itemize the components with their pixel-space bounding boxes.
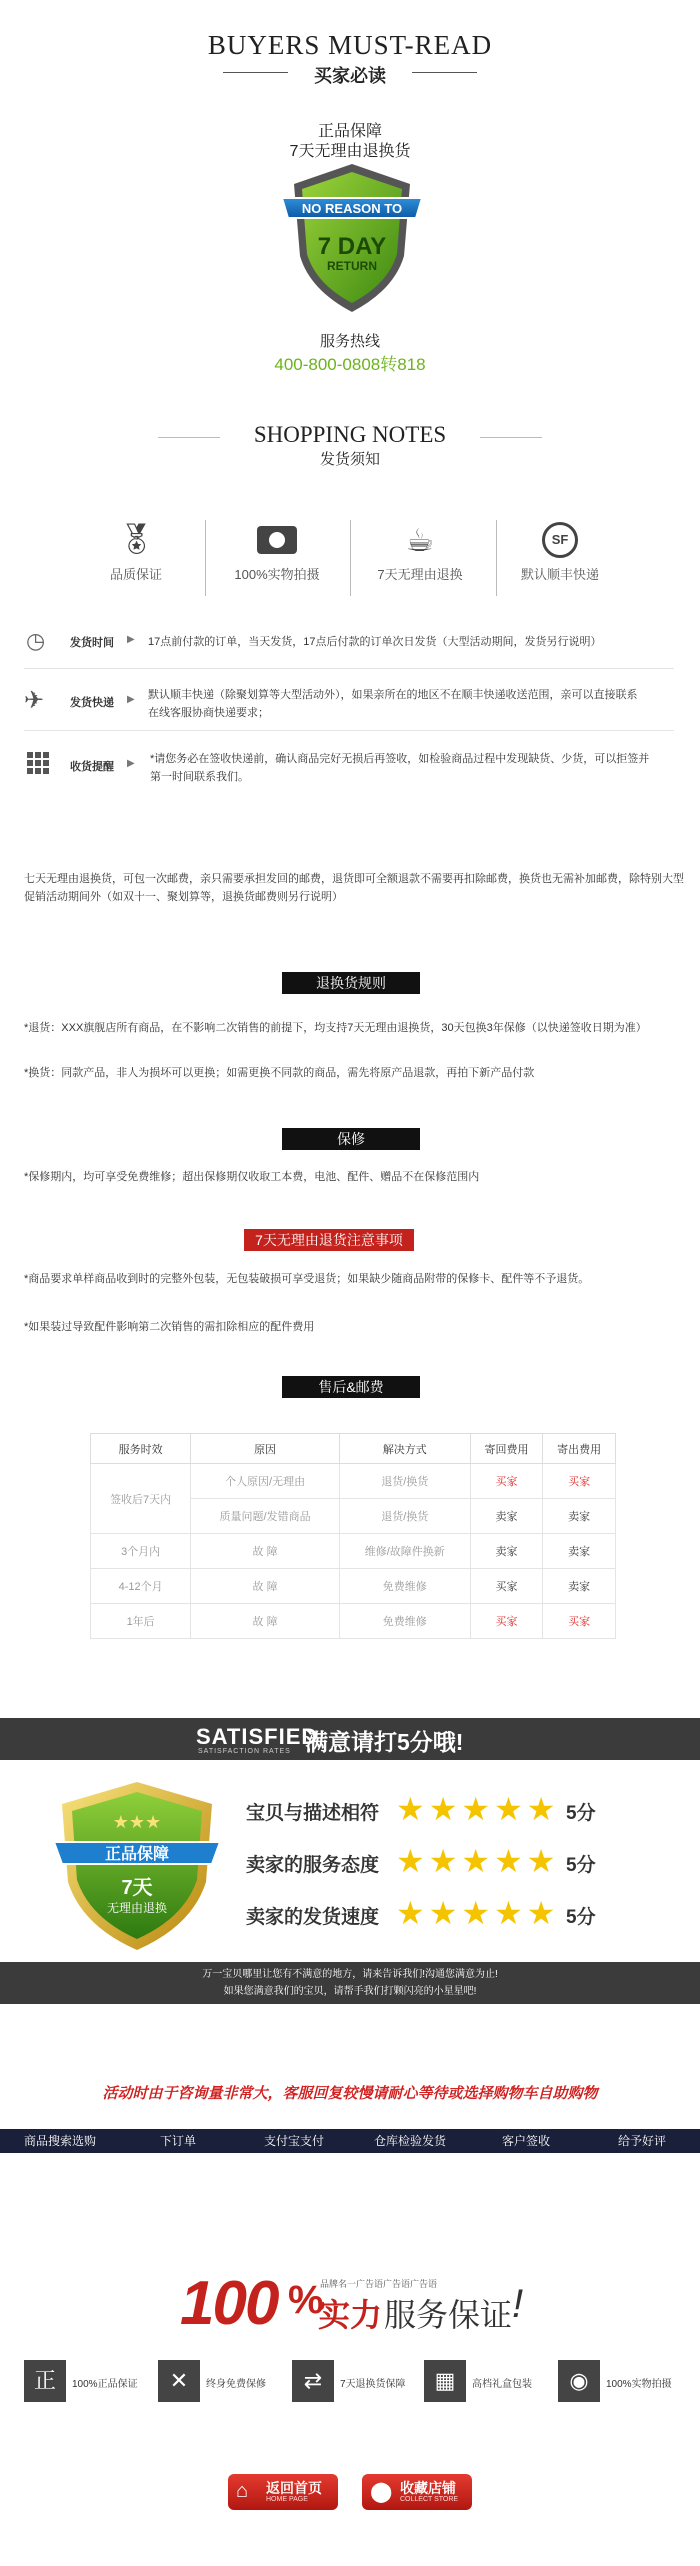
- camera-icon: ◉: [558, 2360, 600, 2402]
- guarantee-line2: 7天无理由退换货: [289, 143, 411, 160]
- warranty-text: *保修期内，均可享受免费维修；超出保修期仅收取工本费，电池、配件、赠品不在保修范围内: [24, 1171, 480, 1183]
- arrow-icon: ▶: [127, 634, 135, 645]
- grid-icon: [27, 752, 49, 774]
- table-row: [91, 1464, 616, 1499]
- shield-icon: [52, 1778, 222, 1954]
- table-header: 解决方式: [339, 1434, 470, 1464]
- shield-line1: 正品保障: [104, 1846, 170, 1863]
- table-cell: 买家: [470, 1604, 543, 1639]
- hotline-number: 400-800-0808转818: [274, 355, 426, 374]
- table-cell: 个人原因/无理由: [191, 1464, 340, 1499]
- guarantee-line1: 正品保障: [317, 123, 382, 140]
- percent-icon: %: [288, 2278, 324, 2322]
- promise-label: 100%实物拍摄: [606, 2379, 672, 2390]
- promise-label: 终身免费保修: [206, 2379, 266, 2390]
- divider: [205, 520, 206, 596]
- badge-sub-text: RETURN: [327, 259, 377, 273]
- divider: [496, 520, 497, 596]
- table-cell: 维修/故障件换新: [339, 1534, 470, 1569]
- process-step: 支付宝支付: [263, 2134, 324, 2148]
- process-step: 下订单: [159, 2134, 196, 2148]
- table-cell: 买家: [470, 1464, 543, 1499]
- home-button-label: 返回首页: [266, 2480, 322, 2496]
- info-text: 17点前付款的订单，当天发货，17点后付款的订单次日发货（大型活动期间，发货另行说明）: [148, 636, 602, 648]
- satisfied-subtitle-en: SATISFACTION RATES: [198, 1748, 291, 1755]
- rating-row: [246, 1842, 626, 1882]
- notice-title: 7天无理由退货注意事项: [244, 1229, 414, 1251]
- table-cell: 退货/换货: [339, 1464, 470, 1499]
- rating-label: 宝贝与描述相符: [246, 1803, 380, 1824]
- collect-button-label: 收藏店铺: [400, 2480, 456, 2496]
- promise-big-number: 100: [180, 2269, 278, 2338]
- table-cell: 卖家: [543, 1569, 616, 1604]
- rating-label: 卖家的服务态度: [246, 1855, 380, 1876]
- table-cell: 4-12个月: [91, 1569, 191, 1604]
- satisfied-title-en: SATISFIED: [196, 1724, 319, 1749]
- notes-title-cn: 发货须知: [319, 451, 380, 468]
- satisfied-banner: [0, 1718, 700, 1760]
- table-row: [91, 1569, 616, 1604]
- info-label: 发货快递: [70, 697, 114, 709]
- collect-store-button[interactable]: [362, 2474, 472, 2510]
- table-cell: 买家: [543, 1604, 616, 1639]
- promise-items: [24, 2360, 684, 2402]
- table-cell: 3个月内: [91, 1534, 191, 1569]
- rating-score: 5分: [566, 1803, 596, 1824]
- satisfied-title-cn: 满意请打5分哦!: [305, 1729, 464, 1755]
- info-text: 默认顺丰快递（除聚划算等大型活动外），如果亲所在的地区不在顺丰快递收送范围，亲可以直接联系在线客服协商快递要求；: [148, 689, 638, 719]
- cup-icon: ☕︎: [405, 522, 435, 558]
- table-cell: 1年后: [91, 1604, 191, 1639]
- feature-label: 100%实物拍摄: [234, 567, 320, 582]
- feature-return: [362, 520, 478, 583]
- rating-score: 5分: [566, 1907, 596, 1928]
- info-text: *请您务必在签收快递前，确认商品完好无损后再签收，如检验商品过程中发现缺货、少货，可以拒签并第一时间联系我们。: [150, 753, 650, 783]
- table-cell: 买家: [543, 1464, 616, 1499]
- process-banner: 活动时由于咨询量非常大，客服回复较慢请耐心等待或选择购物车自助购物: [102, 2085, 598, 2102]
- shield-line3: 无理由退换: [106, 1901, 168, 1915]
- rating-score: 5分: [566, 1855, 596, 1876]
- divider: [24, 730, 674, 731]
- title-cn: 买家必读: [314, 66, 386, 86]
- promise-small-top: 品牌名一广告语广告语广告语: [320, 2279, 438, 2289]
- clock-icon: ◷: [26, 628, 46, 653]
- shield-line2: 7天: [121, 1877, 153, 1899]
- table-cell: 买家: [470, 1569, 543, 1604]
- table-cell: 故 障: [191, 1604, 340, 1639]
- medal-icon: 🏅︎: [116, 523, 156, 556]
- table-header-row: [91, 1434, 616, 1464]
- notes-title-en: SHOPPING NOTES: [253, 422, 447, 447]
- promise-label: 7天退换货保障: [340, 2379, 406, 2390]
- process-step: 客户签收: [501, 2134, 550, 2148]
- feature-label: 默认顺丰快递: [520, 567, 599, 582]
- table-cell: 卖家: [543, 1499, 616, 1534]
- ribbon-text: NO REASON TO: [301, 201, 403, 216]
- table-row: [91, 1604, 616, 1639]
- collect-button-sub: COLLECT STORE: [400, 2496, 459, 2503]
- process-step: 仓库检验发货: [373, 2134, 446, 2148]
- promise-text: 服务保证: [384, 2297, 513, 2333]
- title-en: BUYERS MUST-READ: [207, 30, 493, 60]
- promise-label: 高档礼盒包装: [472, 2379, 532, 2390]
- table-cell: 故 障: [191, 1534, 340, 1569]
- feature-label: 品质保证: [109, 567, 162, 582]
- svg-text:★★★: ★★★: [112, 1812, 162, 1832]
- location-pin-icon: ⬤: [370, 2481, 393, 2503]
- arrow-icon: ▶: [127, 694, 135, 705]
- rating-label: 卖家的发货速度: [246, 1907, 380, 1928]
- rating-row: [246, 1894, 626, 1934]
- return-rule-2: *换货：同款产品，非人为损坏可以更换；如需更换不同款的商品，需先将原产品退款，再拍下新产品付款: [24, 1067, 535, 1079]
- notice-text-1: *商品要求单样商品收到时的完整外包装，无包装破损可享受退货；如果缺少随商品附带的保修卡、配件等不予退货。: [24, 1273, 590, 1285]
- return-rules-title: 退换货规则: [282, 972, 420, 994]
- feature-quality: [96, 520, 176, 583]
- badge-main-text: 7 DAY: [317, 233, 387, 260]
- table-cell: 卖家: [470, 1534, 543, 1569]
- exclamation-icon: !: [512, 2282, 524, 2326]
- after-sale-table: [90, 1433, 616, 1639]
- table-header: 服务时效: [91, 1434, 191, 1464]
- plane-icon: ✈︎: [24, 687, 45, 714]
- gift-box-icon: ▦: [424, 2360, 466, 2402]
- feature-label: 7天无理由退换: [377, 567, 463, 582]
- table-cell: 卖家: [470, 1499, 543, 1534]
- table-row: [91, 1534, 616, 1569]
- table-cell: 免费维修: [339, 1569, 470, 1604]
- info-label: 收货提醒: [70, 761, 114, 773]
- info-label: 发货时间: [70, 637, 114, 649]
- process-step: 商品搜索选购: [23, 2134, 96, 2148]
- home-button[interactable]: [228, 2474, 338, 2510]
- table-cell: 免费维修: [339, 1604, 470, 1639]
- star-rating-icon: ★★★★★: [396, 1843, 560, 1879]
- promise-label: 100%正品保证: [72, 2379, 138, 2390]
- divider: [350, 520, 351, 596]
- camera-icon: [222, 520, 332, 560]
- satisfied-footer: [0, 1962, 700, 2004]
- home-icon: ⌂: [236, 2480, 249, 2502]
- table-cell: 故 障: [191, 1569, 340, 1604]
- after-sale-title: 售后&邮费: [282, 1376, 420, 1398]
- arrow-icon: ▶: [127, 758, 135, 769]
- table-cell: 退货/换货: [339, 1499, 470, 1534]
- home-button-sub: HOME PAGE: [266, 2496, 308, 2503]
- exchange-icon: ⇄: [292, 2360, 334, 2402]
- footer-line2: 如果您满意我们的宝贝，请帮手我们打颗闪亮的小星星吧!: [223, 1986, 477, 1997]
- table-cell: 卖家: [543, 1534, 616, 1569]
- hotline-label: 服务热线: [319, 333, 380, 350]
- footer-line1: 万一宝贝哪里让您有不满意的地方，请来告诉我们!沟通您满意为止!: [202, 1969, 498, 1980]
- notice-text-2: *如果装过导致配件影响第二次销售的需扣除相应的配件费用: [24, 1321, 315, 1333]
- rating-row: [246, 1790, 626, 1830]
- star-rating-icon: ★★★★★: [396, 1791, 560, 1827]
- promise-strength: 实力: [318, 2297, 383, 2333]
- process-step: 给予好评: [617, 2134, 666, 2148]
- divider: [24, 668, 674, 669]
- intro-text: 七天无理由退换货，可包一次邮费，亲只需要承担发回的邮费，退货即可全额退款不需要再扣除邮费，换货也无需补加邮费，除特别大型促销活动期间外（如双十一、聚划算等，退换货邮费则另行说明）: [24, 873, 684, 903]
- seven-day-return-badge-icon: [282, 158, 422, 316]
- table-header: 寄回费用: [470, 1434, 543, 1464]
- table-header: 寄出费用: [543, 1434, 616, 1464]
- tools-icon: ✕: [158, 2360, 200, 2402]
- sf-express-icon: SF: [510, 520, 610, 560]
- table-cell: 质量问题/发错商品: [191, 1499, 340, 1534]
- table-header: 原因: [191, 1434, 340, 1464]
- feature-express: [510, 520, 610, 583]
- feature-photo: [222, 520, 332, 583]
- warranty-title: 保修: [282, 1128, 420, 1150]
- authentic-icon: 正: [24, 2360, 66, 2402]
- table-cell: 签收后7天内: [91, 1464, 191, 1534]
- star-rating-icon: ★★★★★: [396, 1895, 560, 1931]
- return-rule-1: *退货：XXX旗舰店所有商品，在不影响二次销售的前提下，均支持7天无理由退换货，30天包换3年保修（以快递签收日期为准）: [24, 1022, 647, 1034]
